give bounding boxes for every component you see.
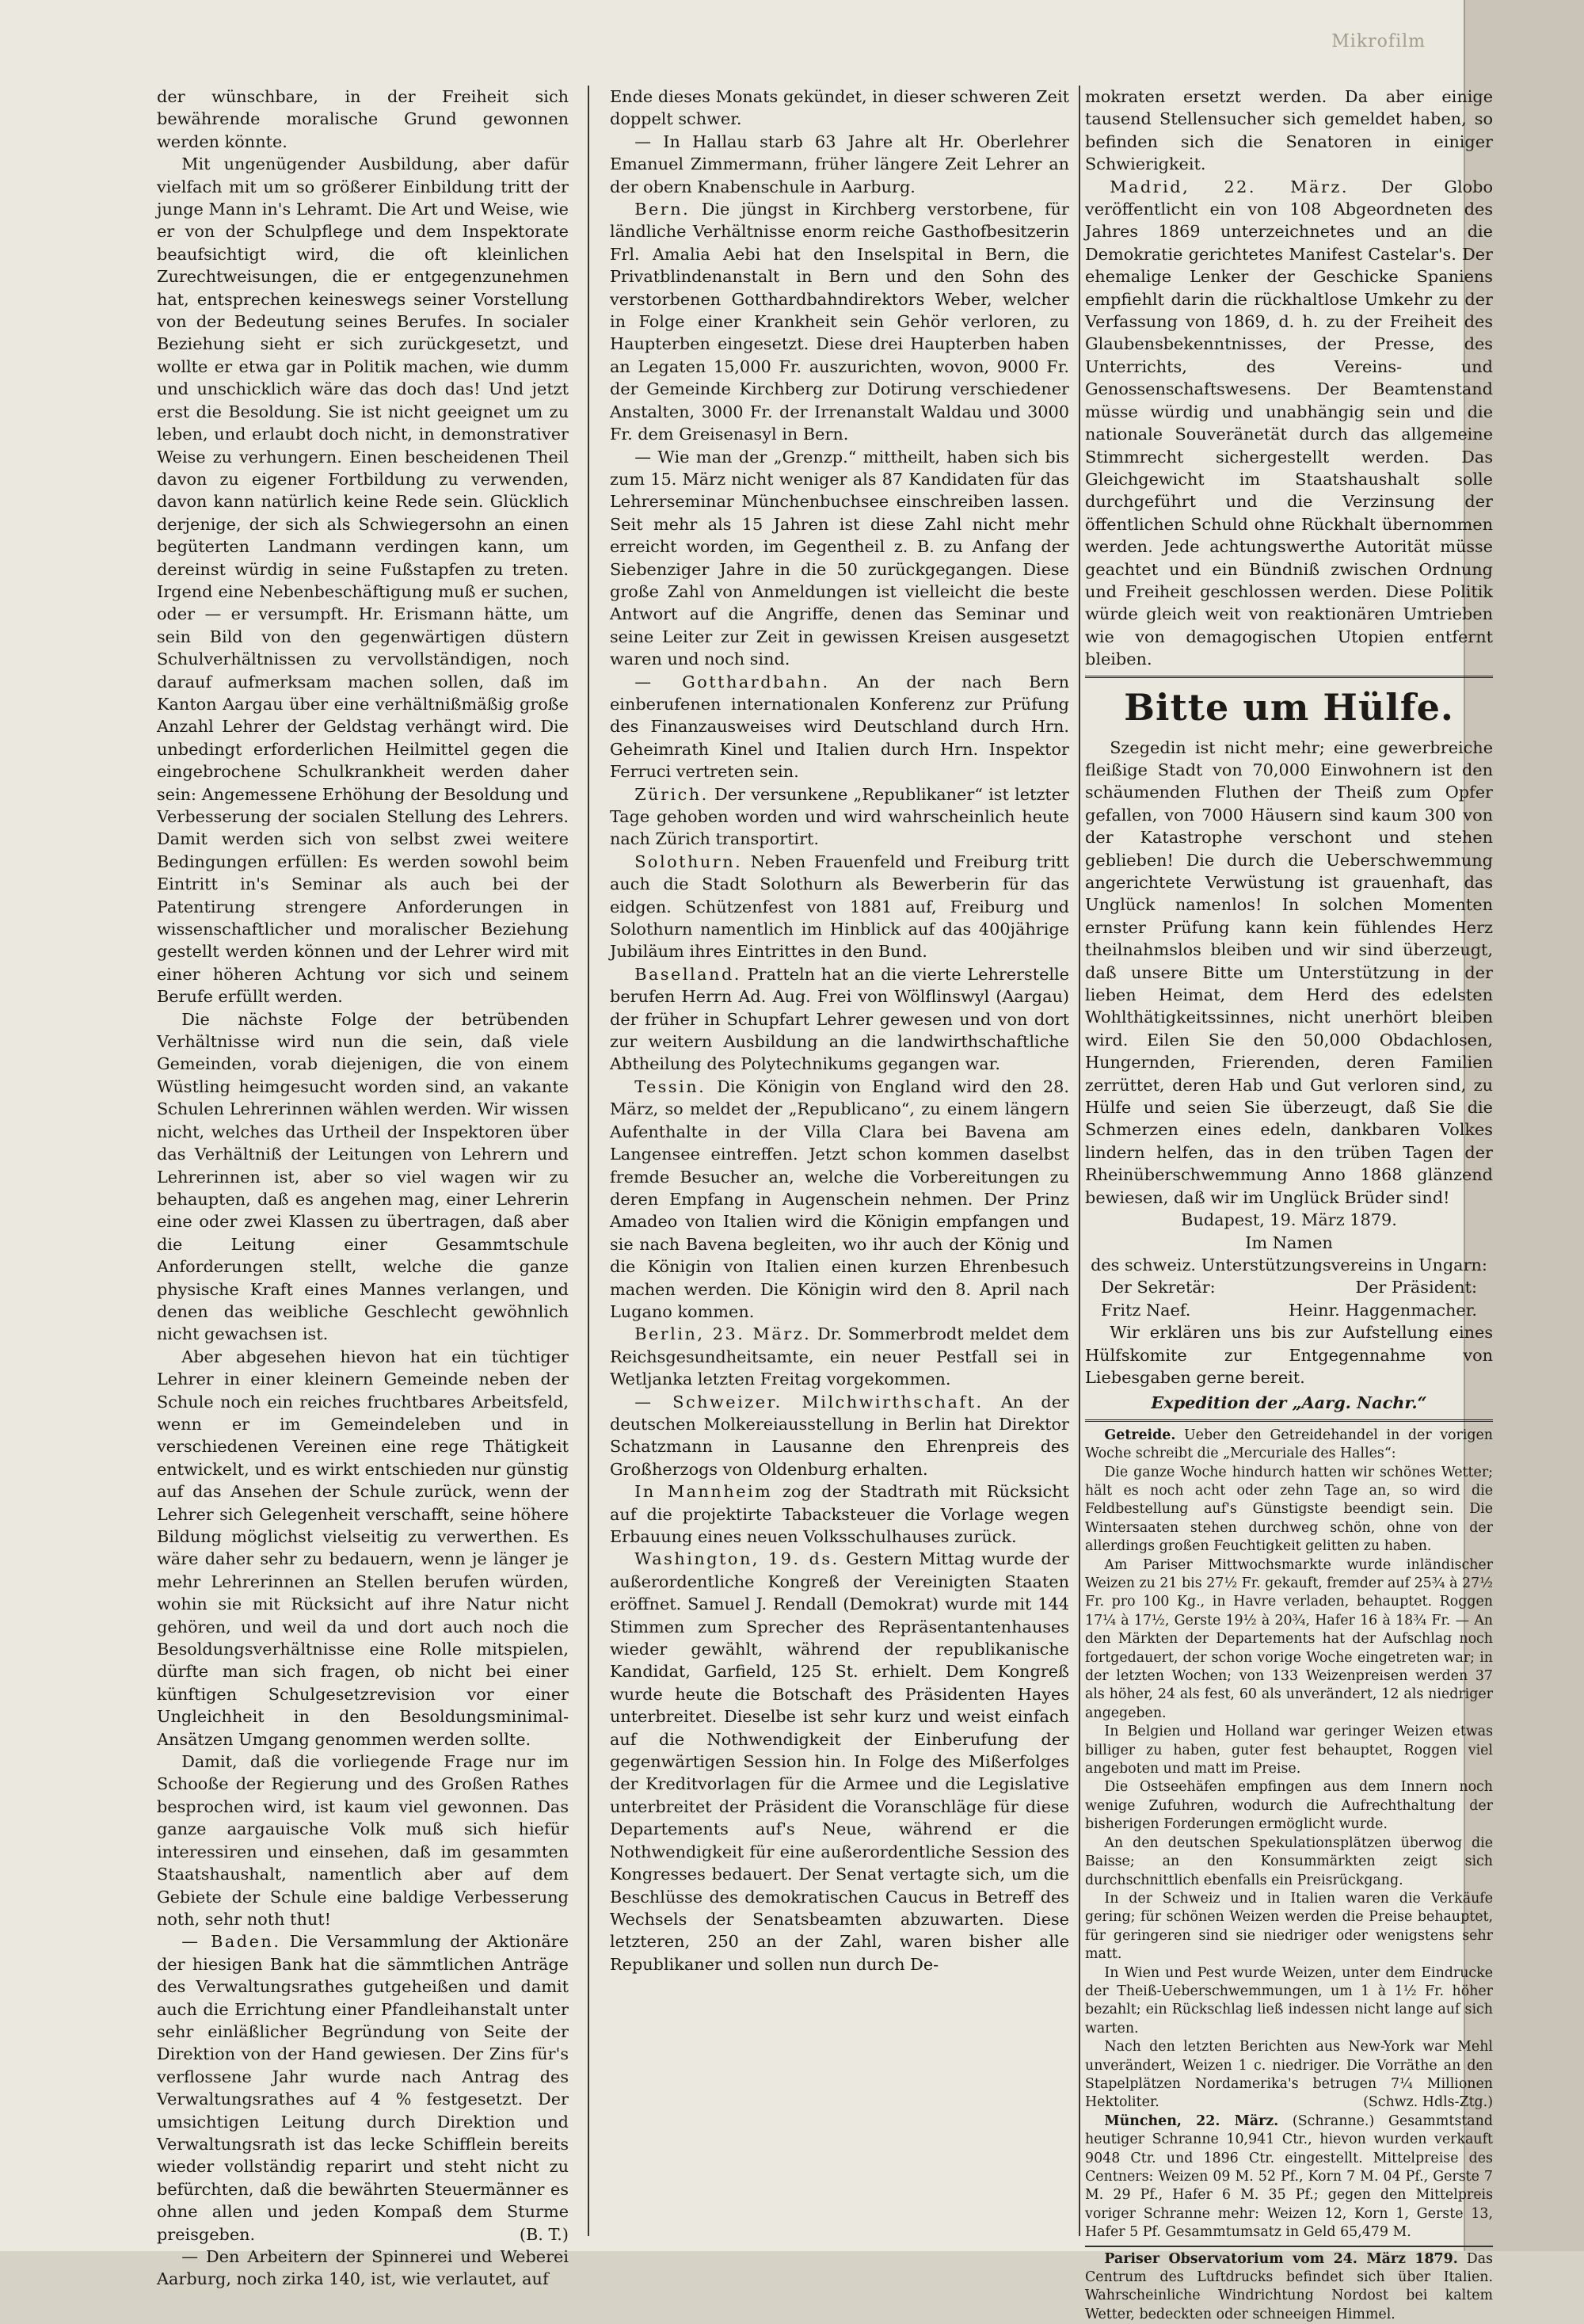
column-2 (610, 86, 1069, 2236)
source-note: (Schwz. Hdls-Ztg.) (1363, 2094, 1493, 2111)
paragraph (610, 198, 1069, 445)
paragraph: Die nächste Folge der betrübenden Verhältnisse wird nun die sein, daß viele Gemeinden, vorab diejenigen, die von einem Wüstling heimgesucht worden sind, an vakante Schulen Lehrerinnen wählen werden. Wir wissen nicht, welches das Urtheil der Inspektoren über das Verhältniß der Leitungen von Lehrern und Lehrerinnen ist, aber so viel wagen wir zu behaupten, daß es angehen mag, einer Lehrerin eine oder zwei Klassen zu übertragen, daß aber die Leitung einer Gesammtschule Anforderungen stellt, welche die ganze physische Kraft eines Mannes verlangen, und denen das weibliche Geschlecht gewöhnlich nicht gewachsen ist. (157, 1009, 569, 1344)
paragraph (1085, 1427, 1493, 1464)
paragraph-text: Pratteln hat an die vierte Lehrerstelle berufen Herrn Ad. Aug. Frei von Wölflinswyl (Aargau) der früher in Schupfart Lehrer gewesen und von dort zur weitern Ausbildung an die landwirthschaftliche Abtheilung des Polytechnikums gegangen war. (610, 964, 1069, 1074)
signature-roles (1085, 1276, 1493, 1298)
section-heading: Pariser Observatorium vom 24. März 1879. (1104, 2250, 1458, 2267)
section-divider (1085, 1419, 1493, 1422)
paragraph: An den deutschen Spekulationsplätzen überwog die Baisse; an den Konsummärkten zeigt sich durchschnittlich ebenfalls ein Preisrückgang. (1085, 1834, 1493, 1888)
dateline: Washington, 19. ds. (634, 1549, 840, 1569)
signature-names (1085, 1299, 1493, 1321)
paragraph-text: An der nach Bern einberufenen internationalen Konferenz zur Prüfung des Finanzausweises wird Deutschland durch Hrn. Geheimrath Kinel und Italien durch Hrn. Inspektor Ferruci vertreten sein. (610, 672, 1069, 782)
paragraph (610, 1323, 1069, 1390)
secretary-label: Der Sekretär: (1101, 1278, 1216, 1297)
paragraph: der wünschbare, in der Freiheit sich bewährende moralische Grund gewonnen werden könnte. (157, 87, 569, 151)
section-heading: München, 22. März. (1104, 2113, 1279, 2129)
paragraph-text: Die Versammlung der Aktionäre der hiesigen Bank hat die sämmtlichen Anträge des Verwaltungsrathes gutgeheißen und damit auch die Errichtung einer Pfandleihanstalt unter sehr einläßlicher Begründung von Seite der Direktion von der Hand gewiesen. Der Zins für's verflossene Jahr wurde nach Antrag des Verwaltungsrathes auf 4 % festgesetzt. Der umsichtigen Leitung durch Direktion und Verwaltungsrath ist das lecke Schifflein bereits wieder vollständig reparirt und steht nicht zu befürchten, daß die bewährten Steuermänner es ohne allen und jeden Kompaß dem Sturme preisgeben. (157, 1932, 569, 2244)
paragraph: Mit ungenügender Ausbildung, aber dafür vielfach mit um so größerer Einbildung tritt der junge Mann in's Lehramt. Die Art und Weise, wie er von der Schulpflege und dem Inspektorate beaufsichtigt wird, die oft kleinlichen Zurechtweisungen, die er entgegenzunehmen hat, entsprechen keineswegs seiner Vorstellung von der Bedeutung seines Berufes. In socialer Beziehung sieht er sich zurückgesetzt, und wollte er etwa gar in Politik machen, wie dumm und unschicklich wäre das doch das! Und jetzt erst die Besoldung. Sie ist nicht geeignet um zu leben, und erlaubt doch nicht, in demonstrativer Weise zu verhungern. Einen bescheidenen Theil davon zu eigener Fortbildung zu verwenden, davon kann natürlich keine Rede sein. Glücklich derjenige, der sich als Schwiegersohn an einen begüterten Landmann verdingen kann, um dereinst würdig in seine Fußstapfen zu treten. Irgend eine Nebenbeschäftigung muß er suchen, oder — er versumpft. Hr. Erismann hätte, um sein Bild von den gegenwärtigen düstern Schulverhältnissen zu vervollständigen, noch darauf aufmerksam machen sollen, daß im Kanton Aargau über eine verhältnißmäßig große Anzahl Lehrer der Geldstag verhängt wird. Die unbedingt erforderlichen Heilmittel gegen die eingebrochene Schulkrankheit werden daher sein: Angemessene Erhöhung der Besoldung und Verbesserung der socialen Stellung des Lehrers. Damit werden sich von selbst zwei weitere Bedingungen erfüllen: Es werden sowohl beim Eintritt in's Seminar als auch bei der Patentirung strengere Anforderungen in wissenschaftlicher und moralischer Beziehung gestellt werden können und der Lehrer wird mit einer höheren Achtung vor sich und seinem Berufe erfüllt werden. (157, 154, 569, 1007)
paragraph-text: An der deutschen Molkereiausstellung in Berlin hat Direktor Schatzmann in Lausanne den Ehrenpreis des Großherzogs von Oldenburg erhalten. (610, 1392, 1069, 1479)
paragraph: — Den Arbeitern der Spinnerei und Weberei Aarburg, noch zirka 140, ist, wie verlautet, auf (157, 2247, 569, 2289)
dateline: Bern. (634, 200, 691, 219)
paragraph-text: Der Globo veröffentlicht ein von 108 Abgeordneten des Jahres 1869 unterzeichnetes und an die Demokratie gerichtetes Manifest Castelar's. Der ehemalige Lenker der Geschicke Spaniens empfiehlt darin die rückhaltlose Umkehr zu der Verfassung von 1869, d. h. zu der Freiheit des Glaubensbekenntnisses, der Presse, des Unterrichts, des Vereins- und Genossenschaftswesens. Der Beamtenstand müsse würdig und unabhängig sein und die nationale Souveränetät durch das allgemeine Stimmrecht sichergestellt werden. Das Gleichgewicht im Staatshaushalt solle durchgeführt und die Verzinsung der öffentlichen Schuld ohne Rückhalt übernommen werden. Jede achtungswerthe Autorität müsse geachtet und ein Bündniß zwischen Ordnung und Freiheit geschlossen werden. Diese Politik würde gleich weit von reaktionären Umtrieben wie von demagogischen Utopien entfernt bleiben. (1085, 177, 1493, 669)
paragraph (610, 671, 1069, 783)
paragraph-text: (Schranne.) Gesammtstand heutiger Schranne 10,941 Ctr., hievon wurden verkauft 9048 Ctr. und 1896 Ctr. eingestellt. Mittelpreise des Centners: Weizen 09 M. 52 Pf., Korn 7 M. 04 Pf., Gerste 7 M. 29 Pf., Hafer 6 M. 35 Pf.; gegen den Mittelpreis voriger Schranne mehr: Weizen 12, Korn 1, Gerste 13, Hafer 5 Pf. Gesammtumsatz in Geld 65,479 M. (1085, 2113, 1494, 2241)
paragraph: Wir erklären uns bis zur Aufstellung eines Hülfskomite zur Entgegennahme von Liebesgaben gerne bereit. (1085, 1323, 1493, 1387)
divider (1085, 2246, 1493, 2247)
paragraph (610, 1391, 1069, 1481)
paragraph: Aber abgesehen hievon hat ein tüchtiger Lehrer in einer kleinern Gemeinde neben der Schule noch ein reiches fruchtbares Arbeitsfeld, wenn er im Gemeindeleben und in verschiedenen Vereinen eine rege Thätigkeit entwickelt, und es wirkt entschieden nur günstig auf das Ansehen der Schule zurück, wenn der Lehrer sich Gelegenheit verschafft, seine höhere Bildung möglichst vielseitig zu verwerthen. Es wäre daher sehr zu bedauern, wenn je länger je mehr Lehrerinnen an Stellen berufen würden, wohin sie mit Rücksicht auf ihre Natur nicht gehören, und weil da und dort auch noch die Besoldungsverhältnisse eine Rolle mitspielen, dürfte man sich fragen, ob nicht bei einer künftigen Schulgesetzrevision vor einer Ungleichheit in den Besoldungsminimal-Ansätzen Umgang genommen werden sollte. (157, 1347, 569, 1749)
association-name: des schweiz. Unterstützungsvereins in Ungarn: (1091, 1255, 1487, 1274)
paragraph (610, 1480, 1069, 1548)
dateline: — Schweizer. Milchwirthschaft. (634, 1392, 984, 1412)
paragraph (610, 851, 1069, 963)
dateline: Tessin. (634, 1076, 706, 1096)
paragraph-text: Neben Frauenfeld und Freiburg tritt auch die Stadt Solothurn als Bewerberin für das eidgen. Schützenfest von 1881 auf, Freiburg und Solothurn namentlich im Hinblick auf das 400jährige Jubiläum ihres Eintrittes in den Bund. (610, 851, 1069, 962)
appeal-notice (1085, 683, 1493, 1415)
paragraph-text: Ueber den Getreidehandel in der vorigen Woche schreibt die „Mercuriale des Halles“: (1085, 1427, 1493, 1462)
source-note: (B. T.) (519, 2224, 569, 2244)
paragraph (610, 783, 1069, 851)
paragraph (1085, 2250, 1493, 2324)
paragraph: — In Hallau starb 63 Jahre alt Hr. Oberlehrer Emanuel Zimmermann, früher längere Zeit Lehrer an der obern Knabenschule in Aarburg. (610, 131, 1069, 196)
paragraph: Szegedin ist nicht mehr; eine gewerbreiche fleißige Stadt von 70,000 Einwohnern ist den schäumenden Fluthen der Theiß zum Opfer gefallen, von 7000 Häusern sind kaum 300 von der Katastrophe verschont und stehen geblieben! Die durch die Ueberschwemmung angerichtete Verwüstung ist grauenhaft, das Unglück namenlos! In solchen Momenten ernster Prüfung kann kein fühlendes Herz theilnahmslos bleiben und wir sind überzeugt, daß unsere Bitte um Unterstützung in der lieben Heimat, dem Herd des edelsten Wohlthätigkeitssinnes, nicht unerhört bleiben wird. Eilen Sie den 50,000 Obdachlosen, Hungernden, Frierenden, deren Familien zerrüttet, deren Hab und Gut verloren sind, zu Hülfe und seien Sie überzeugt, daß Sie die Schmerzen eines edeln, dankbaren Volkes lindern helfen, das in den trüben Tagen der Rheinüberschwemmung Anno 1868 glänzend bewiesen, daß wir im Unglück Brüder sind! (1085, 737, 1493, 1207)
paragraph-text: Dr. Sommerbrodt meldet dem Reichsgesundheitsamte, ein neuer Pestfall sei in Wetljanka letzten Freitag vorgekommen. (610, 1324, 1069, 1389)
president-name: Heinr. Haggenmacher. (1289, 1300, 1477, 1320)
paragraph-text: Der versunkene „Republikaner“ ist letzter Tage gehoben worden und wird wahrscheinlich heute nach Zürich transportirt. (610, 784, 1069, 849)
secretary-name: Fritz Naef. (1101, 1300, 1191, 1320)
paragraph (610, 1548, 1069, 1975)
paragraph (610, 1076, 1069, 1323)
market-report (1085, 1427, 1493, 2324)
section-divider (1085, 676, 1493, 678)
dateline: — Gotthardbahn. (634, 672, 830, 691)
appeal-title: Bitte um Hülfe. (1124, 685, 1454, 729)
on-behalf-label: Im Namen (1245, 1232, 1333, 1252)
dateline: Solothurn. (634, 851, 743, 871)
dateline: Baselland. (634, 964, 741, 984)
paragraph: — Wie man der „Grenzp.“ mittheilt, haben sich bis zum 15. März nicht weniger als 87 Kandidaten für das Lehrerseminar Münchenbuchsee einschreiben lassen. Seit mehr als 15 Jahren ist diese Zahl nicht mehr erreicht worden, im Gegentheil z. B. zu Anfang der Siebenziger Jahre in die 50 zurückgegangen. Diese große Zahl von Anmeldungen ist vielleicht die beste Antwort auf die Angriffe, denen das Seminar und seine Leiter zur Zeit in gewissen Kreisen ausgesetzt waren und noch sind. (610, 447, 1069, 669)
dateline: Madrid, 22. März. (1110, 177, 1349, 196)
paragraph-text: Nach den letzten Berichten aus New-York war Mehl unverändert, Weizen 1 c. niedriger. Die Vorräthe an den Stapelplätzen Nordamerika's betrugen 7¼ Millionen Hektoliter. (1085, 2039, 1493, 2111)
column-1 (157, 86, 569, 2289)
paragraph-text: zog der Stadtrath mit Rücksicht auf die projektirte Tabacksteuer die Vorlage wegen Erbauung eines neuen Volksschulhauses zurück. (610, 1482, 1069, 1546)
paragraph: mokraten ersetzt werden. Da aber einige tausend Stellensucher sich gemeldet haben, so befinden sich die Senatoren in einiger Schwierigkeit. (1085, 87, 1493, 174)
paragraph: In Belgien und Holland war geringer Weizen etwas billiger zu haben, guter fest behauptet, Roggen viel angeboten und matt im Preise. (1085, 1724, 1493, 1777)
dateline: — Baden. (181, 1932, 281, 1952)
dateline: In Mannheim (634, 1482, 773, 1502)
expedition-signature: Expedition der „Aarg. Nachr.“ (1151, 1392, 1427, 1413)
column-3 (1085, 86, 1494, 2322)
paragraph: Die ganze Woche hindurch hatten wir schönes Wetter; hält es noch acht oder zehn Tage an, so wird die Feldbestellung auf's Günstigste beendigt sein. Die Wintersaaten stehen durchweg schön, ohne von der allerdings großen Feuchtigkeit gelitten zu haben. (1085, 1464, 1493, 1555)
paragraph (1085, 2038, 1493, 2113)
paragraph (610, 963, 1069, 1076)
paragraph (157, 1930, 569, 2246)
paragraph-text: Die jüngst in Kirchberg verstorbene, für ländliche Verhältnisse enorm reiche Gasthofbesitzerin Frl. Amalia Aebi hat den Inselspital in Bern, die Privatblindenanstalt in Bern und den Sohn des verstorbenen Gotthardbahndirektors Weber, welcher in Folge einer Krankheit sein Gehör verloren, zu Haupterben eingesetzt. Diese drei Haupterben haben an Legaten 15,000 Fr. auszurichten, wovon, 9000 Fr. der Gemeinde Kirchberg zur Dotirung verschiedener Anstalten, 3000 Fr. der Irrenanstalt Waldau und 3000 Fr. dem Greisenasyl in Bern. (610, 200, 1069, 444)
paragraph: Am Pariser Mittwochsmarkte wurde inländischer Weizen zu 21 bis 27½ Fr. gekauft, fremder auf 25¾ à 27½ Fr. pro 100 Kg., in Havre verladen, behauptet. Roggen 17¼ à 17½, Gerste 19½ à 20¾, Hafer 16 à 18¾ Fr. — An den Märkten der Departements hat der Aufschlag noch fortgedauert, der schon vorige Woche eingetreten war; in der letzten Wochen; von 133 Weizenpreisen werden 37 als höher, 24 als fest, 60 als unverändert, 12 als niedriger angegeben. (1085, 1556, 1493, 1721)
paragraph: Die Ostseehäfen empfingen aus dem Innern noch wenige Zufuhren, wodurch die Aufrechthaltung der bisherigen Forderungen ermöglicht wurde. (1085, 1779, 1493, 1833)
president-label: Der Präsident: (1355, 1278, 1477, 1297)
paragraph (1085, 176, 1493, 671)
paragraph-text: Gestern Mittag wurde der außerordentliche Kongreß der Vereinigten Staaten eröffnet. Samuel J. Rendall (Demokrat) wurde mit 144 Stimmen zum Sprecher des Repräsentantenhauses wieder gewählt, während der republikanische Kandidat, Garfield, 125 St. erhielt. Dem Kongreß wurde heute die Botschaft des Präsidenten Hayes unterbreitet. Dieselbe ist sehr kurz und weist einfach auf die Nothwendigkeit der Einberufung der gegenwärtigen Session hin. In Folge des Mißerfolges der Kreditvorlagen für die Armee und die Legislative unterbreitet der Präsident die Voranschläge für diese Departements auf's Neue, während er die Nothwendigkeit für eine außerordentliche Session des Kongresses bedauert. Der Senat vertagte sich, um die Beschlüsse des demokratischen Caucus in Betreff des Wechsels der Senatsbeamten abzuwarten. Diese letzteren, 250 an der Zahl, waren bisher alle Republikaner und sollen nun durch De- (610, 1549, 1069, 1974)
paragraph: Ende dieses Monats gekündet, in dieser schweren Zeit doppelt schwer. (610, 87, 1069, 129)
header-mark: Mikrofilm (1331, 32, 1426, 51)
column-rule (1079, 86, 1080, 2236)
paragraph (1085, 2113, 1493, 2242)
dateline: Berlin, 23. März. (634, 1324, 812, 1344)
column-rule (588, 86, 589, 2236)
paragraph: Damit, daß die vorliegende Frage nur im Schooße der Regierung und des Großen Rathes besprochen wird, ist kaum viel gewonnen. Das ganze aargauische Volk muß sich hiefür interessiren und einsehen, daß im gesammten Staatshaushalt, namentlich aber auf dem Gebiete der Schule eine baldige Verbesserung noth, sehr noth thut! (157, 1752, 569, 1929)
paragraph: In Wien und Pest wurde Weizen, unter dem Eindrucke der Theiß-Ueberschwemmungen, um 1 à 1½ Fr. höher bezahlt; ein Rückschlag ließ indessen nicht lange auf sich warten. (1085, 1964, 1493, 2036)
paragraph: In der Schweiz und in Italien waren die Verkäufe gering; für schönen Weizen werden die Preise behauptet, für geringeren sind sie niedriger oder wenigstens sehr matt. (1085, 1890, 1493, 1963)
paragraph-text: Die Königin von England wird den 28. März, so meldet der „Republicano“, zu einem längern Aufenthalte in der Villa Clara bei Bavena am Langensee eintreffen. Jetzt schon kommen daselbst fremde Besucher an, welche die Vorbereitungen zu deren Empfang in Augenschein nehmen. Der Prinz Amadeo von Italien wird die Königin empfangen und sie nach Bavena begleiten, wo ihr auch der König und die Königin von Italien einen kurzen Ehrenbesuch machen werden. Die Königin wird den 8. April nach Lugano kommen. (610, 1076, 1069, 1321)
dateline: Zürich. (634, 784, 709, 804)
place-date: Budapest, 19. März 1879. (1181, 1210, 1397, 1230)
section-heading: Getreide. (1104, 1427, 1176, 1443)
paragraph-text: Das Centrum des Luftdrucks befindet sich über Italien. Wahrscheinliche Windrichtung Nordost bei kaltem Wetter, bedeckten oder schneeigen Himmel. (1085, 2250, 1493, 2322)
